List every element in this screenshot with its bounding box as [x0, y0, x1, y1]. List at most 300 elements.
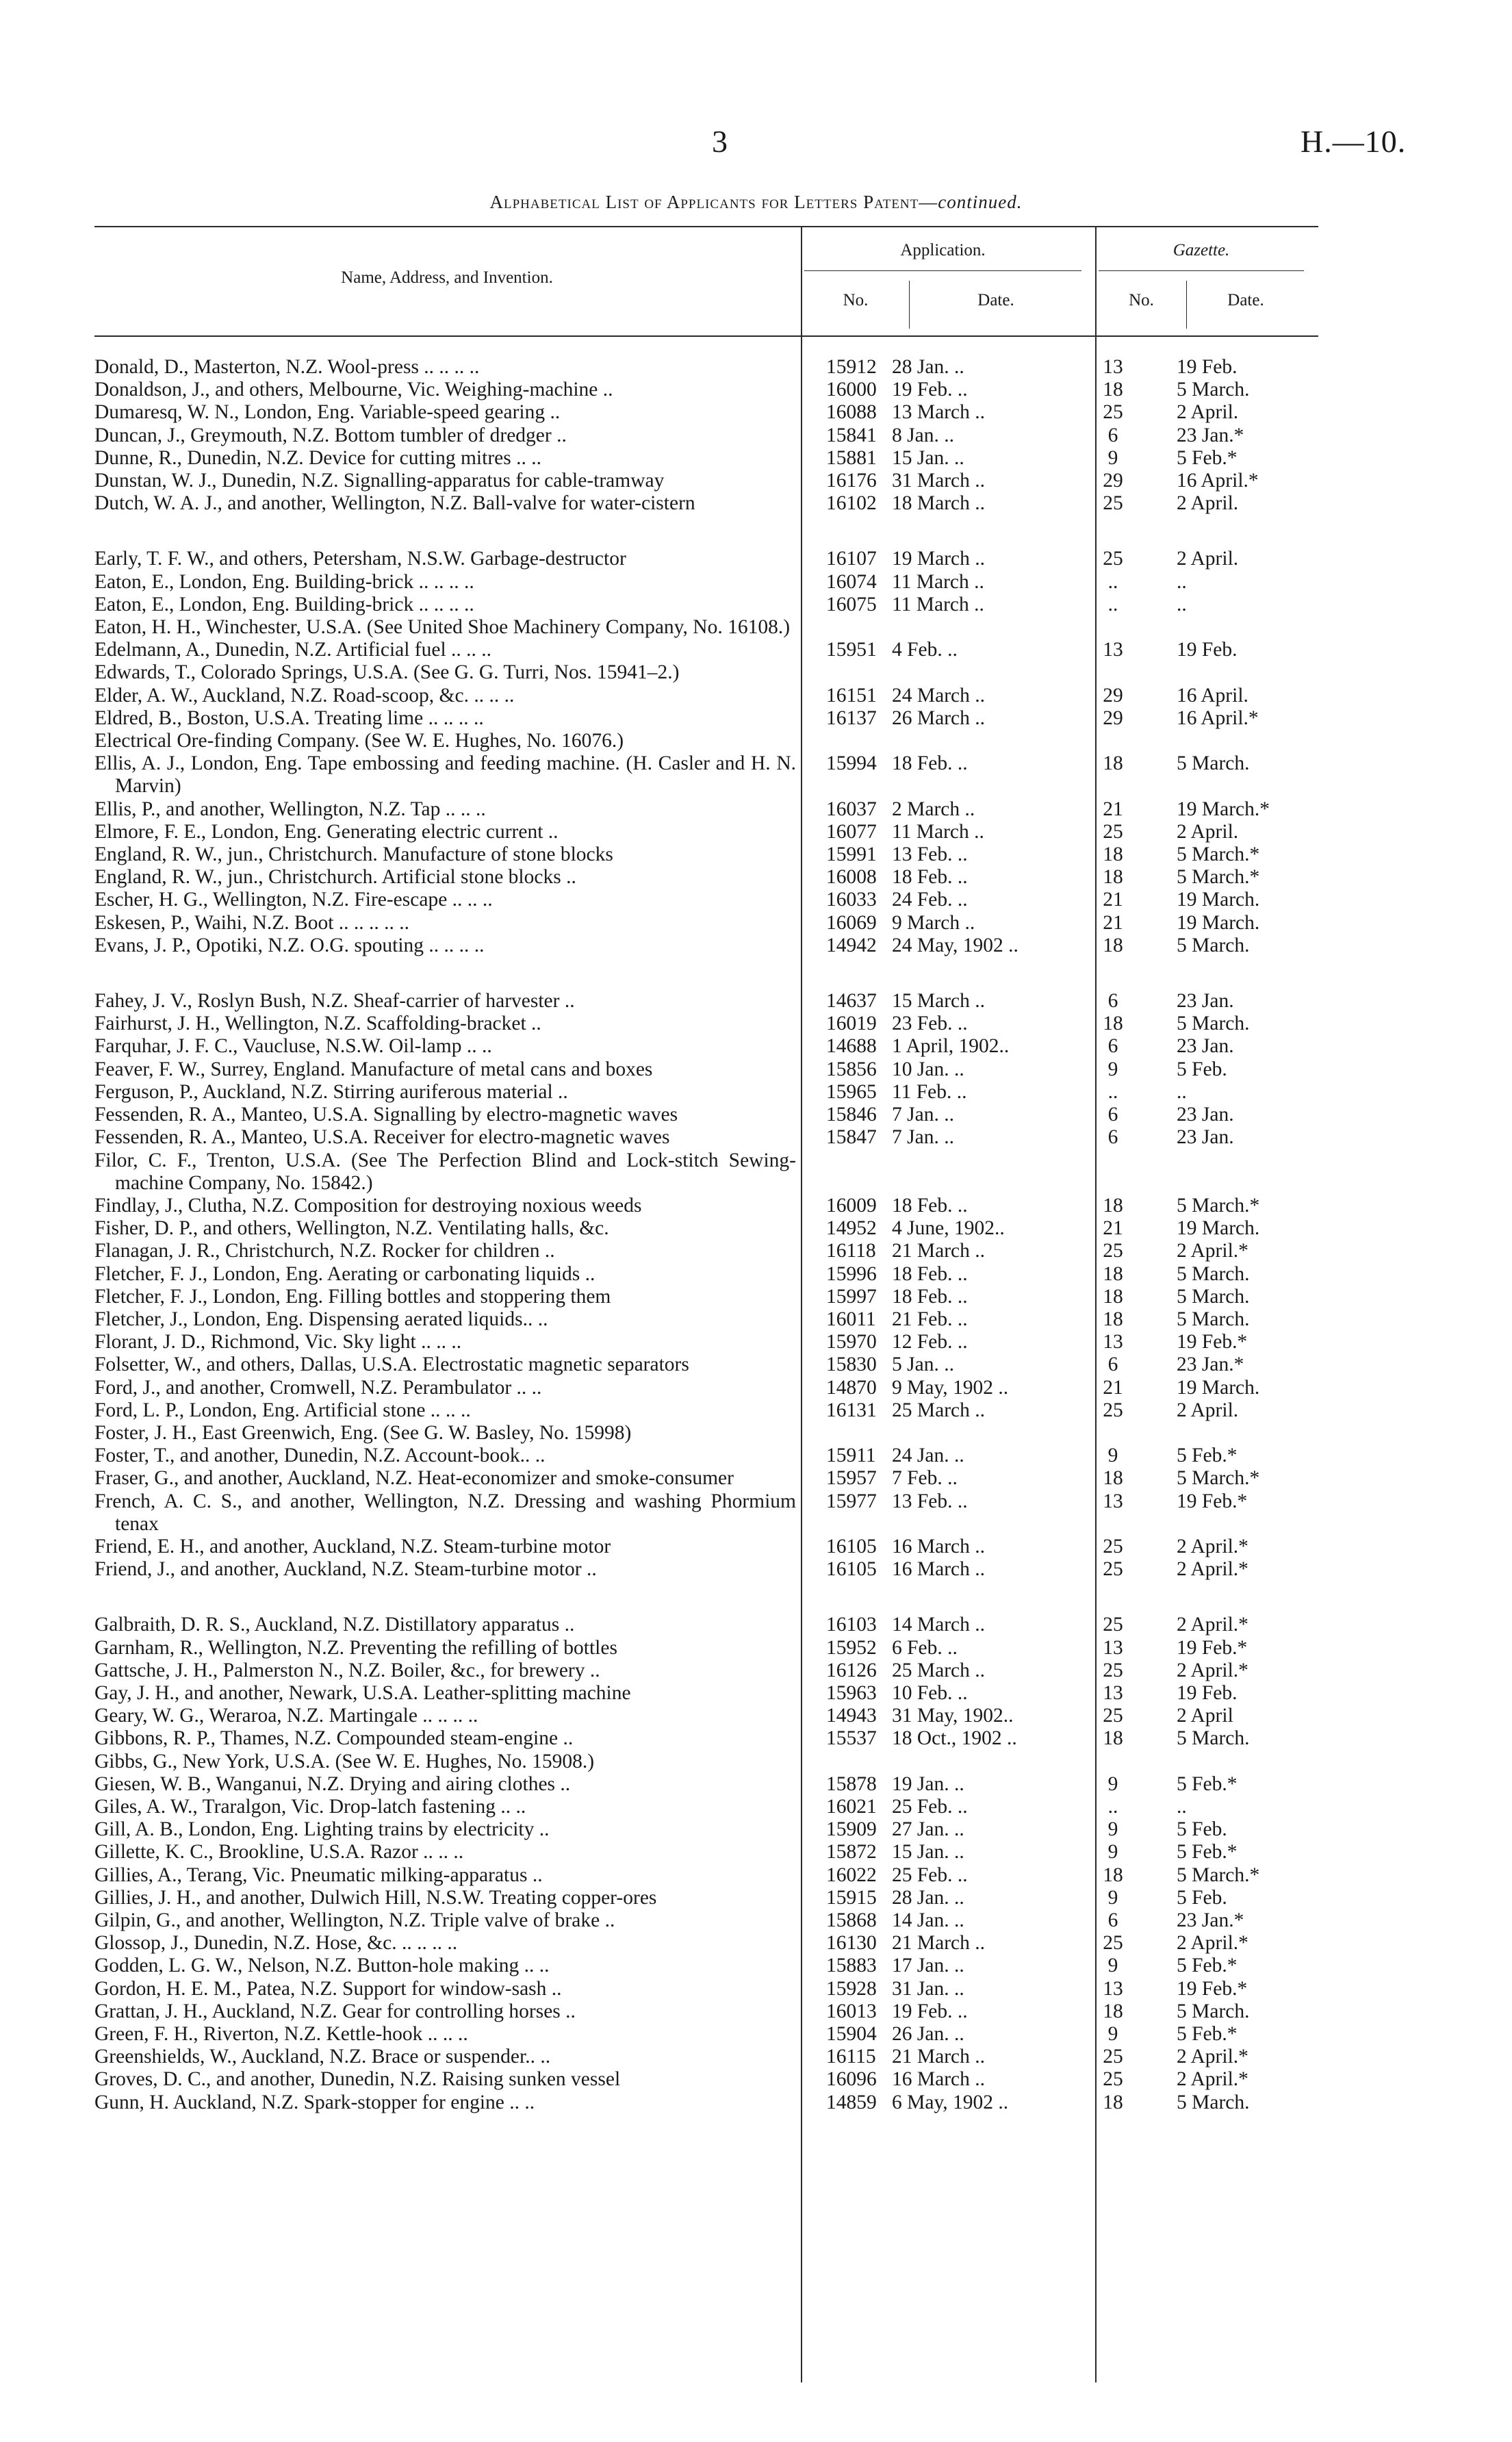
gazette-date: ..	[1177, 1795, 1187, 1818]
application-number: 15912	[826, 356, 877, 378]
gazette-date: 23 Jan.	[1177, 1126, 1234, 1149]
gazette-number: 13	[1103, 1331, 1123, 1353]
applicant-name: Gillette, K. C., Brookline, U.S.A. Razor .. .. ..	[94, 1841, 464, 1864]
gazette-date: 5 March.*	[1177, 1194, 1260, 1217]
table-row	[94, 424, 1313, 447]
gazette-date: 19 March.	[1177, 1376, 1260, 1399]
applicant-name: Dumaresq, W. N., London, Eng. Variable-speed gearing ..	[94, 401, 561, 424]
gazette-number: 25	[1103, 820, 1123, 843]
table-row	[94, 707, 1313, 730]
application-number: 16077	[826, 820, 877, 843]
table-row	[94, 548, 1313, 570]
gazette-date: 23 Jan.*	[1177, 1353, 1244, 1376]
applicant-name: Farquhar, J. F. C., Vaucluse, N.S.W. Oil-lamp .. ..	[94, 1035, 492, 1058]
gazette-number: 6	[1107, 1035, 1118, 1058]
table-row	[94, 616, 1313, 639]
application-number: 16126	[826, 1659, 877, 1681]
applicant-name: Fraser, G., and another, Auckland, N.Z. Heat-economizer and smoke-consumer	[94, 1467, 734, 1490]
application-date: 18 Feb. ..	[892, 866, 968, 889]
gazette-number: 13	[1103, 356, 1123, 378]
application-number: 16096	[826, 2068, 877, 2091]
table-row	[94, 1490, 1313, 1536]
gazette-date: 5 Feb.	[1177, 1818, 1227, 1841]
gazette-number: ..	[1107, 1080, 1118, 1103]
application-number: 15847	[826, 1126, 877, 1149]
application-date: 19 Jan. ..	[892, 1772, 964, 1795]
gazette-number: 25	[1103, 401, 1123, 424]
gazette-date: 2 April.*	[1177, 2046, 1248, 2068]
gazette-date: 5 March.	[1177, 1727, 1250, 1750]
table-row	[94, 1558, 1313, 1581]
application-number: 15856	[826, 1058, 877, 1080]
column-header-gaz-date: Date.	[1227, 291, 1264, 309]
table-row	[94, 1081, 1313, 1104]
gazette-number: 9	[1107, 1445, 1118, 1467]
application-number: 15994	[826, 752, 877, 775]
table-row	[94, 2068, 1313, 2091]
applicant-name: Duncan, J., Greymouth, N.Z. Bottom tumbler of dredger ..	[94, 424, 567, 446]
gazette-number: 25	[1103, 1705, 1123, 1727]
gazette-date: 23 Jan.	[1177, 990, 1234, 1013]
gazette-date: 5 Feb.	[1177, 1058, 1227, 1080]
application-number: 16074	[826, 570, 877, 593]
gazette-number: 18	[1103, 843, 1123, 866]
application-number: 16176	[826, 470, 877, 492]
gazette-date: 5 Feb.	[1177, 1886, 1227, 1909]
gazette-date: 19 Feb.*	[1177, 1977, 1248, 2000]
application-number: 16151	[826, 684, 877, 707]
gazette-number: 21	[1103, 798, 1123, 820]
application-number: 15963	[826, 1681, 877, 1704]
application-number: 15881	[826, 446, 877, 469]
gazette-date: 23 Jan.*	[1177, 1909, 1244, 1931]
gazette-date: 2 April.	[1177, 548, 1239, 570]
application-date: 11 March ..	[892, 593, 984, 615]
applicant-name: Galbraith, D. R. S., Auckland, N.Z. Distillatory apparatus ..	[94, 1614, 575, 1636]
applicant-name: Fletcher, F. J., London, Eng. Filling bottles and stoppering them	[94, 1285, 611, 1308]
application-date: 18 Feb. ..	[892, 1262, 968, 1285]
applicant-name: Glossop, J., Dunedin, N.Z. Hose, &c. .. .. .. ..	[94, 1932, 458, 1955]
applicant-name: Edelmann, A., Dunedin, N.Z. Artificial fuel .. .. ..	[94, 639, 492, 661]
applicant-name: Ford, J., and another, Cromwell, N.Z. Perambulator .. ..	[94, 1376, 542, 1399]
application-number: 15970	[826, 1331, 877, 1353]
application-date: 11 March ..	[892, 820, 984, 843]
table-row	[94, 2046, 1313, 2068]
page-number: 3	[712, 124, 728, 159]
gazette-number: 25	[1103, 1659, 1123, 1681]
application-date: 18 Oct., 1902 ..	[892, 1727, 1017, 1750]
table-row	[94, 1353, 1313, 1376]
applicant-name: Groves, D. C., and another, Dunedin, N.Z. Raising sunken vessel	[94, 2068, 621, 2091]
gazette-number: 18	[1103, 2091, 1123, 2113]
application-date: 24 May, 1902 ..	[892, 934, 1018, 956]
table-row	[94, 1149, 1313, 1195]
gazette-date: 19 Feb.	[1177, 1681, 1238, 1704]
applicant-name: Foster, T., and another, Dunedin, N.Z. Account-book.. ..	[94, 1445, 546, 1467]
table-row	[94, 2000, 1313, 2023]
application-date: 19 March ..	[892, 548, 985, 570]
application-number: 15952	[826, 1636, 877, 1659]
application-number: 16118	[826, 1240, 876, 1262]
gazette-date: 2 April.*	[1177, 1535, 1248, 1557]
application-number: 16008	[826, 866, 877, 889]
gazette-date: 5 Feb.*	[1177, 446, 1238, 469]
application-date: 13 Feb. ..	[892, 843, 968, 866]
application-number: 15878	[826, 1772, 877, 1795]
app-no-divider	[909, 281, 910, 329]
applicant-name: Donald, D., Masterton, N.Z. Wool-press .. .. .. ..	[94, 356, 480, 378]
application-number: 15928	[826, 1977, 877, 2000]
gazette-number: 9	[1107, 1772, 1118, 1795]
application-number: 14942	[826, 934, 877, 956]
applicant-name: Edwards, T., Colorado Springs, U.S.A. (See G. G. Turri, Nos. 15941–2.)	[94, 661, 680, 684]
gazette-number: 21	[1103, 1217, 1123, 1240]
applicant-name: Dunstan, W. J., Dunedin, N.Z. Signalling-apparatus for cable-tramway	[94, 470, 665, 492]
gazette-number: 18	[1103, 1262, 1123, 1285]
applicant-name: Foster, J. H., East Greenwich, Eng. (See G. W. Basley, No. 15998)	[94, 1421, 632, 1444]
table-row	[94, 821, 1313, 843]
table-row	[94, 866, 1313, 889]
application-date: 7 Jan. ..	[892, 1126, 954, 1149]
applicant-name: Feaver, F. W., Surrey, England. Manufacture of metal cans and boxes	[94, 1058, 653, 1080]
gazette-date: 5 Feb.*	[1177, 2023, 1238, 2046]
table-row	[94, 934, 1313, 957]
application-date: 24 Feb. ..	[892, 889, 968, 911]
table-row	[94, 1377, 1313, 1399]
application-date: 6 Feb. ..	[892, 1636, 958, 1659]
gazette-number: 13	[1103, 1681, 1123, 1704]
table-row	[94, 1864, 1313, 1887]
gazette-date: 5 March.*	[1177, 1864, 1260, 1886]
applicant-name: Gilpin, G., and another, Wellington, N.Z. Triple valve of brake ..	[94, 1909, 615, 1931]
gazette-date: 5 March.	[1177, 1013, 1250, 1035]
gazette-number: 25	[1103, 548, 1123, 570]
table-row	[94, 1035, 1313, 1058]
applicant-name: Dutch, W. A. J., and another, Wellington, N.Z. Ball-valve for water-cistern	[94, 492, 695, 515]
application-date: 15 March ..	[892, 990, 985, 1013]
application-date: 24 Jan. ..	[892, 1445, 964, 1467]
application-number: 16107	[826, 548, 877, 570]
application-date: 18 Feb. ..	[892, 1285, 968, 1308]
table-row	[94, 1467, 1313, 1490]
application-date: 12 Feb. ..	[892, 1331, 968, 1353]
application-date: 25 March ..	[892, 1399, 985, 1421]
application-number: 14943	[826, 1705, 877, 1727]
gazette-date: 19 March.	[1177, 1217, 1260, 1240]
application-date: 7 Jan. ..	[892, 1104, 954, 1126]
title-suffix: continued.	[938, 192, 1023, 212]
table-row	[94, 990, 1313, 1013]
application-number: 15911	[826, 1445, 876, 1467]
gazette-number: 6	[1107, 1126, 1118, 1149]
application-date: 14 Jan. ..	[892, 1909, 964, 1931]
gazette-number: 6	[1107, 990, 1118, 1013]
application-date: 5 Jan. ..	[892, 1353, 954, 1376]
application-date: 7 Feb. ..	[892, 1467, 958, 1490]
application-number: 15997	[826, 1285, 877, 1308]
applicant-name: Fessenden, R. A., Manteo, U.S.A. Receiver for electro-magnetic waves	[94, 1126, 670, 1149]
application-date: 16 March ..	[892, 1558, 985, 1581]
applicant-name: Grattan, J. H., Auckland, N.Z. Gear for controlling horses ..	[94, 2000, 576, 2022]
gazette-number: 25	[1103, 1240, 1123, 1262]
applicant-name: Giesen, W. B., Wanganui, N.Z. Drying and airing clothes ..	[94, 1772, 571, 1795]
column-header-gaz-no: No.	[1129, 291, 1154, 309]
applicant-name: Green, F. H., Riverton, N.Z. Kettle-hook .. .. ..	[94, 2023, 468, 2046]
table-row	[94, 1195, 1313, 1217]
applicant-name: Evans, J. P., Opotiki, N.Z. O.G. spouting .. .. .. ..	[94, 934, 485, 956]
gazette-subrule	[1099, 270, 1304, 271]
applicant-name: Ferguson, P., Auckland, N.Z. Stirring auriferous material ..	[94, 1080, 568, 1103]
gazette-date: 2 April.	[1177, 492, 1239, 515]
application-date: 10 Jan. ..	[892, 1058, 964, 1080]
application-number: 16102	[826, 492, 877, 515]
title-main: Alphabetical List of Applicants for Letters Patent—	[489, 192, 938, 212]
applicant-name: Geary, W. G., Weraroa, N.Z. Martingale .. .. .. ..	[94, 1705, 478, 1727]
gazette-date: 23 Jan.	[1177, 1104, 1234, 1126]
gazette-number: ..	[1107, 593, 1118, 615]
applicant-name: Elder, A. W., Auckland, N.Z. Road-scoop, &c. .. .. ..	[94, 684, 515, 707]
table-row	[94, 594, 1313, 616]
application-number: 15846	[826, 1104, 877, 1126]
gazette-date: ..	[1177, 1080, 1187, 1103]
gazette-number: 18	[1103, 1727, 1123, 1750]
application-number: 14637	[826, 990, 877, 1013]
application-number: 16103	[826, 1614, 877, 1636]
applicant-name: Fairhurst, J. H., Wellington, N.Z. Scaffolding-bracket ..	[94, 1013, 541, 1035]
application-number: 15957	[826, 1467, 877, 1490]
application-date: 28 Jan. ..	[892, 1886, 964, 1909]
page-title	[0, 192, 1512, 213]
applicant-name: Findlay, J., Clutha, N.Z. Composition for destroying noxious weeds	[94, 1194, 642, 1217]
table-row	[94, 752, 1313, 798]
gazette-number: ..	[1107, 1795, 1118, 1818]
application-number: 16033	[826, 889, 877, 911]
application-date: 11 March ..	[892, 570, 984, 593]
table-row	[94, 1058, 1313, 1081]
applicant-name: Florant, J. D., Richmond, Vic. Sky light .. .. ..	[94, 1331, 462, 1353]
application-date: 2 March ..	[892, 798, 975, 820]
applicant-name: Friend, J., and another, Auckland, N.Z. Steam-turbine motor ..	[94, 1558, 597, 1581]
gazette-number: 9	[1107, 1955, 1118, 1977]
gazette-number: 9	[1107, 1841, 1118, 1864]
application-number: 16022	[826, 1864, 877, 1886]
gazette-date: 5 March.	[1177, 2000, 1250, 2022]
application-date: 31 Jan. ..	[892, 1977, 964, 2000]
gazette-number: 9	[1107, 446, 1118, 469]
application-number: 15537	[826, 1727, 877, 1750]
gazette-date: 5 March.	[1177, 752, 1250, 775]
table-row	[94, 1104, 1313, 1126]
gazette-number: 25	[1103, 1399, 1123, 1421]
applicant-name: Fahey, J. V., Roslyn Bush, N.Z. Sheaf-carrier of harvester ..	[94, 990, 575, 1013]
applicant-name: Ellis, P., and another, Wellington, N.Z. Tap .. .. ..	[94, 798, 486, 820]
applicant-name: Eaton, E., London, Eng. Building-brick .. .. .. ..	[94, 593, 474, 615]
applicant-name: Gunn, H. Auckland, N.Z. Spark-stopper for engine .. ..	[94, 2091, 535, 2113]
application-date: 19 Feb. ..	[892, 2000, 968, 2022]
applicant-name: French, A. C. S., and another, Wellington, N.Z. Dressing and washing Phormium tenax	[94, 1490, 796, 1535]
gazette-date: 19 Feb.*	[1177, 1331, 1248, 1353]
application-date: 28 Jan. ..	[892, 356, 964, 378]
application-number: 15951	[826, 639, 877, 661]
table-row	[94, 1887, 1313, 1909]
gazette-number: 25	[1103, 492, 1123, 515]
gazette-date: 2 April	[1177, 1705, 1233, 1727]
application-number: 15991	[826, 843, 877, 866]
table-row	[94, 1399, 1313, 1422]
applicant-name: England, R. W., jun., Christchurch. Manufacture of stone blocks	[94, 843, 613, 866]
applicant-name: Gill, A. B., London, Eng. Lighting trains by electricity ..	[94, 1818, 550, 1841]
gazette-number: 13	[1103, 639, 1123, 661]
gazette-number: 9	[1107, 1058, 1118, 1080]
table-row	[94, 571, 1313, 594]
applicant-name: Eldred, B., Boston, U.S.A. Treating lime .. .. .. ..	[94, 707, 484, 729]
table-row	[94, 1240, 1313, 1262]
application-number: 16075	[826, 593, 877, 615]
table-row	[94, 798, 1313, 821]
application-number: 14688	[826, 1035, 877, 1058]
gaz-no-divider	[1186, 281, 1187, 329]
application-date: 18 Feb. ..	[892, 1194, 968, 1217]
application-date: 21 March ..	[892, 1932, 985, 1955]
application-date: 15 Jan. ..	[892, 446, 964, 469]
applicant-name: Eaton, E., London, Eng. Building-brick .. .. .. ..	[94, 570, 474, 593]
gazette-number: 18	[1103, 379, 1123, 401]
gazette-number: 13	[1103, 1490, 1123, 1512]
applicant-name: Eskesen, P., Waihi, N.Z. Boot .. .. .. .. ..	[94, 911, 410, 934]
table-row	[94, 492, 1313, 515]
application-number: 16069	[826, 911, 877, 934]
application-number: 16130	[826, 1932, 877, 1955]
table-row	[94, 470, 1313, 492]
gazette-number: 6	[1107, 1909, 1118, 1931]
table-row	[94, 1705, 1313, 1727]
application-date: 25 Feb. ..	[892, 1864, 968, 1886]
table-row	[94, 1536, 1313, 1558]
application-number: 16000	[826, 379, 877, 401]
application-number: 15977	[826, 1490, 877, 1512]
gazette-date: 16 April.	[1177, 684, 1248, 707]
application-number: 16115	[826, 2046, 876, 2068]
gazette-number: 9	[1107, 1818, 1118, 1841]
applicant-name: Godden, L. G. W., Nelson, N.Z. Button-hole making .. ..	[94, 1955, 550, 1977]
application-date: 21 March ..	[892, 2046, 985, 2068]
applicant-name: Filor, C. F., Trenton, U.S.A. (See The Perfection Blind and Lock-stitch Sewing-machine Company, No. 15842.)	[94, 1149, 796, 1194]
table-row	[94, 1773, 1313, 1796]
application-number: 16019	[826, 1013, 877, 1035]
applicant-name: Gibbs, G., New York, U.S.A. (See W. E. Hughes, No. 15908.)	[94, 1750, 595, 1772]
gazette-date: 2 April.*	[1177, 1659, 1248, 1681]
gazette-date: 5 March.	[1177, 1308, 1250, 1330]
gazette-number: 25	[1103, 1932, 1123, 1955]
gazette-date: 5 Feb.*	[1177, 1445, 1238, 1467]
gazette-number: 18	[1103, 1194, 1123, 1217]
application-date: 26 March ..	[892, 707, 985, 729]
gazette-date: 5 Feb.*	[1177, 1955, 1238, 1977]
application-date: 4 June, 1902..	[892, 1217, 1005, 1240]
gazette-date: 19 March.	[1177, 911, 1260, 934]
application-number: 15909	[826, 1818, 877, 1841]
table-row	[94, 1286, 1313, 1308]
application-number: 16037	[826, 798, 877, 820]
application-date: 31 March ..	[892, 470, 985, 492]
gazette-number: 21	[1103, 1376, 1123, 1399]
table-row	[94, 1818, 1313, 1841]
application-date: 10 Feb. ..	[892, 1681, 968, 1704]
applicant-name: Fisher, D. P., and others, Wellington, N.Z. Ventilating halls, &c.	[94, 1217, 609, 1240]
gazette-date: 19 Feb.*	[1177, 1490, 1248, 1512]
gazette-date: 5 March.*	[1177, 1467, 1260, 1490]
gazette-date: 23 Jan.	[1177, 1035, 1234, 1058]
table-row	[94, 1727, 1313, 1750]
gazette-number: 13	[1103, 1977, 1123, 2000]
gazette-number: 13	[1103, 1636, 1123, 1659]
application-date: 17 Jan. ..	[892, 1955, 964, 1977]
gazette-number: 6	[1107, 1353, 1118, 1376]
application-number: 16137	[826, 707, 877, 729]
gazette-number: 18	[1103, 1467, 1123, 1490]
gazette-number: 6	[1107, 1104, 1118, 1126]
table-row	[94, 2091, 1313, 2114]
application-date: 9 March ..	[892, 911, 975, 934]
application-number: 16011	[826, 1308, 876, 1330]
gazette-number: 18	[1103, 1285, 1123, 1308]
gazette-date: 5 March.	[1177, 379, 1250, 401]
application-date: 19 Feb. ..	[892, 379, 968, 401]
table-row	[94, 1682, 1313, 1705]
table-row	[94, 1217, 1313, 1240]
gazette-date: 5 March.	[1177, 934, 1250, 956]
applicant-name: Gillies, A., Terang, Vic. Pneumatic milking-apparatus ..	[94, 1864, 543, 1886]
gazette-date: 2 April.*	[1177, 2068, 1248, 2091]
application-date: 25 March ..	[892, 1659, 985, 1681]
applicant-name: Friend, E. H., and another, Auckland, N.Z. Steam-turbine motor	[94, 1535, 611, 1557]
gazette-date: 5 March.*	[1177, 843, 1260, 866]
gazette-date: 5 Feb.*	[1177, 1841, 1238, 1864]
application-number: 14870	[826, 1376, 877, 1399]
application-date: 14 March ..	[892, 1614, 985, 1636]
gazette-date: 16 April.*	[1177, 470, 1259, 492]
applicants-table	[94, 356, 1313, 2114]
applicant-name: Gattsche, J. H., Palmerston N., N.Z. Boiler, &c., for brewery ..	[94, 1659, 600, 1681]
table-row	[94, 1445, 1313, 1467]
table-row	[94, 685, 1313, 707]
gazette-date: 19 Feb.	[1177, 356, 1238, 378]
applicant-name: Greenshields, W., Auckland, N.Z. Brace or suspender.. ..	[94, 2046, 551, 2068]
gazette-date: ..	[1177, 570, 1187, 593]
application-date: 1 April, 1902..	[892, 1035, 1010, 1058]
application-date: 31 May, 1902..	[892, 1705, 1014, 1727]
application-date: 25 Feb. ..	[892, 1795, 968, 1818]
column-header-app-no: No.	[843, 291, 869, 309]
application-number: 15872	[826, 1841, 877, 1864]
gazette-date: 23 Jan.*	[1177, 424, 1244, 446]
gazette-date: 2 April.*	[1177, 1614, 1248, 1636]
application-date: 4 Feb. ..	[892, 639, 958, 661]
gazette-number: 21	[1103, 911, 1123, 934]
application-number: 15996	[826, 1262, 877, 1285]
table-row	[94, 447, 1313, 470]
application-date: 21 Feb. ..	[892, 1308, 968, 1330]
table-row	[94, 639, 1313, 661]
application-subrule	[804, 270, 1081, 271]
gazette-number: 18	[1103, 1864, 1123, 1886]
gazette-date: 2 April.	[1177, 401, 1239, 424]
application-number: 14859	[826, 2091, 877, 2113]
gazette-number: 18	[1103, 866, 1123, 889]
application-date: 8 Jan. ..	[892, 424, 954, 446]
application-date: 16 March ..	[892, 1535, 985, 1557]
application-number: 15841	[826, 424, 877, 446]
